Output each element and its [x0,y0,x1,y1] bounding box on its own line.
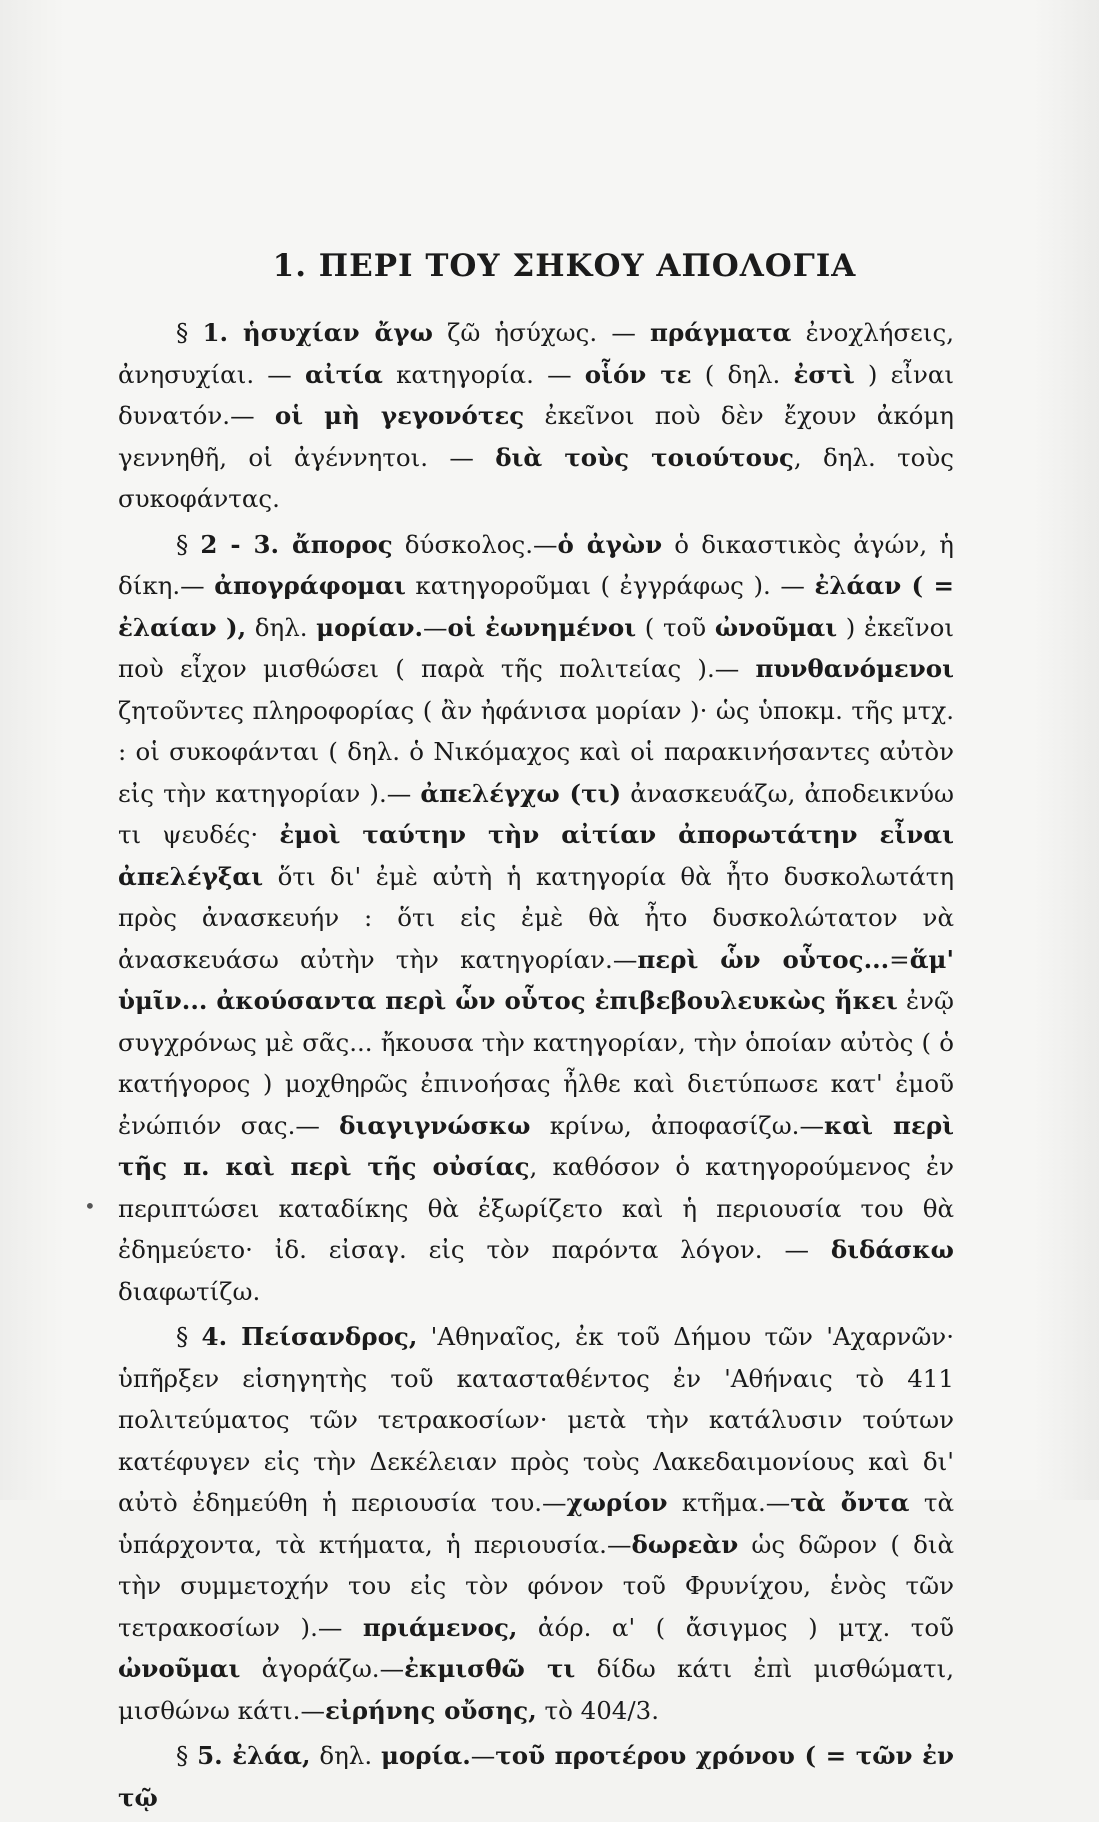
gloss-text: ἀνασκευάζω, ἀποδεικνύω τι ψευδές· [118,778,955,849]
gloss-text: ὅτι δι' ἐμὲ αὐτὴ ἡ κατηγορία θὰ ἦτο δυσκολωτάτη πρὸς ἀνασκευήν : ὅτι εἰς ἐμὲ θὰ ἦτο δυσκολώτατον νὰ ἀνασκευάσω αὐτὴν τὴν κατηγορίαν.— [118,861,954,974]
gloss-text: κατηγοροῦμαι ( ἐγγράφως ). — [405,571,815,600]
lemma-term: καὶ περὶ τῆς π. καὶ περὶ τῆς οὐσίας [118,1110,955,1181]
lemma-term: ὠνοῦμαι [714,612,838,642]
lemma-term: μορίαν. [316,612,423,642]
lemma-term: πυνθανόμενοι [755,654,954,683]
gloss-text: ἀγοράζω.— [240,1654,405,1683]
gloss-text: διαφωτίζω. [118,1276,261,1306]
paragraph-section-2-3 [118,524,954,1313]
gloss-text: § [176,1741,198,1770]
chapter-title: 1. ΠΕΡΙ ΤΟΥ ΣΗΚΟΥ ΑΠΟΛΟΓΙΑ [272,248,857,284]
lemma-term: πριάμενος, [362,1612,518,1642]
lemma-term: χωρίον [566,1488,668,1517]
gloss-text: ἀόρ. α' ( ἄσιγμος ) μτχ. τοῦ [517,1612,954,1642]
gloss-text: , δηλ. τοὺς συκοφάντας. [118,442,954,513]
lemma-term: 1. ἡσυχίαν ἄγω [202,318,433,347]
lemma-term: οἱ ἐωνημένοι [447,612,637,642]
gloss-text: τὸ 404/3. [536,1695,660,1725]
gloss-text: , καθόσον ὁ κατηγορούμενος ἐν περιπτώσει καταδίκης θὰ ἐξωρίζετο καὶ ἡ περιουσία του θὰ ἐδημεύετο· ἰδ. εἰσαγ. εἰς τὸν παρόντα λόγον. — [118,1152,954,1264]
gloss-text: — [422,612,448,642]
lemma-term: διὰ τοὺς τοιούτους [495,442,794,472]
gloss-text: ἐνοχλήσεις, ἀνησυχίαι. — [118,318,954,389]
commentary-body [118,312,954,1822]
lemma-term: ἐλάαν ( = ἐλαίαν ), [118,571,954,642]
lemma-term: οἱ μὴ γεγονότες [274,401,525,430]
gloss-text: δύσκολος.— [392,529,558,559]
lemma-term: ἀπογράφομαι [214,571,406,600]
gloss-text: ) εἶναι δυνατόν.— [118,359,955,430]
paragraph-section-1 [118,312,954,520]
lemma-term: ἐκμισθῶ τι [404,1654,576,1683]
gloss-text: § [176,1322,202,1351]
gloss-text: δίδω κάτι ἐπὶ μισθώματι, μισθώνω κάτι.— [118,1654,955,1725]
lemma-term: διδάσκω [830,1235,954,1264]
gloss-text: ἐκεῖνοι ποὺ δὲν ἔχουν ἀκόμη γεννηθῆ, οἱ ἀγέννητοι. — [118,401,954,472]
gloss-text: = [889,944,910,974]
lemma-term: εἰρήνης οὔσης, [324,1695,537,1725]
gloss-text: τὰ ὑπάρχοντα, τὰ κτήματα, ἡ περιουσία.— [118,1488,955,1559]
lemma-term: ἅμ' ὑμῖν... ἀκούσαντα περὶ ὧν οὗτος ἐπιβεβουλευκὼς ἥκει [118,944,954,1015]
gloss-text: κατηγορία. — [382,359,585,389]
gloss-text: § [176,529,201,559]
gloss-text: ζητοῦντες πληροφορίας ( ἂν ἠφάνισα μορίαν )· ὡς ὑποκμ. τῆς μτχ. : οἱ συκοφάνται ( δηλ. ὁ Νικόμαχος καὶ οἱ παρακινήσαντες αὐτὸν εἰς τὴν κατηγορίαν ).— [118,695,954,808]
gloss-text: 'Αθηναῖος, ἐκ τοῦ Δήμου τῶν 'Αχαρνῶν· ὑπῆρξεν εἰσηγητὴς τοῦ κατασταθέντος ἐν 'Αθήναις τὸ 411 πολιτεύματος τῶν τετρακοσίων· μετὰ τὴν κατάλυσιν τούτων κατέφυγεν εἰς τὴν Δεκέλειαν πρὸς τοὺς Λακεδαιμονίους καὶ δι' αὐτὸ ἐδημεύθη ἡ περιουσία του.— [118,1322,954,1517]
lemma-term: μορία. [380,1741,471,1770]
lemma-term: 5. ἐλάα, [197,1741,311,1770]
gloss-text: ὡς δῶρον ( διὰ τὴν συμμετοχήν του εἰς τὸν φόνον τοῦ Φρυνίχου, ἑνὸς τῶν τετρακοσίων ).— [118,1529,954,1642]
lemma-term: αἰτία [304,359,383,389]
gloss-text: ( τοῦ [636,612,715,642]
gloss-text: ἐνῷ συγχρόνως μὲ σᾶς... ἤκουσα τὴν κατηγορίαν, τὴν ὁποίαν αὐτὸς ( ὁ κατήγορος ) μοχθηρῶς ἐπινοήσας ἦλθε καὶ διετύπωσε κατ' ἐμοῦ ἐνώπιόν σας.— [118,986,954,1140]
gloss-text: § [176,318,203,347]
lemma-term: τὰ ὄντα [790,1488,910,1517]
margin-mark: • [84,1194,96,1218]
gloss-text: ὁ δικαστικὸς ἀγών, ἡ δίκη.— [118,529,954,600]
gloss-text: κρίνω, ἀποφασίζω.— [530,1110,824,1140]
paragraph-section-4 [118,1316,954,1731]
lemma-term: διαγιγνώσκω [339,1110,531,1140]
lemma-term: τοῦ προτέρου χρόνου ( = τῶν ἐν τῷ [118,1741,954,1812]
lemma-term: 4. Πείσανδρος, [201,1322,418,1351]
lemma-term: δωρεὰν [631,1529,739,1559]
lemma-term: περὶ ὧν οὗτος... [637,944,890,974]
lemma-term: ὠνοῦμαι [118,1654,241,1683]
lemma-term: πράγματα [650,318,792,347]
lemma-term: ἀπελέγχω (τι) [420,778,622,808]
lemma-term: 2 - 3. ἄπορος [200,529,393,559]
gloss-text: — [470,1741,496,1770]
lemma-term: ὁ ἀγὼν [557,529,663,559]
gloss-text: ( δηλ. [691,359,794,389]
gloss-text: ) ἐκεῖνοι ποὺ εἶχον μισθώσει ( παρὰ τῆς πολιτείας ).— [118,612,954,683]
paragraph-section-5 [118,1735,954,1818]
lemma-term: ἐμοὶ ταύτην τὴν αἰτίαν ἀπορωτάτην εἶναι ἀπελέγξαι [118,820,954,891]
lemma-term: ἐστὶ [793,359,855,389]
gloss-text: δηλ. [310,1741,381,1770]
gloss-text: δηλ. [246,612,317,642]
gloss-text: ζῶ ἡσύχως. — [432,318,651,347]
lemma-term: οἷόν τε [584,359,692,389]
gloss-text: κτῆμα.— [667,1488,791,1517]
